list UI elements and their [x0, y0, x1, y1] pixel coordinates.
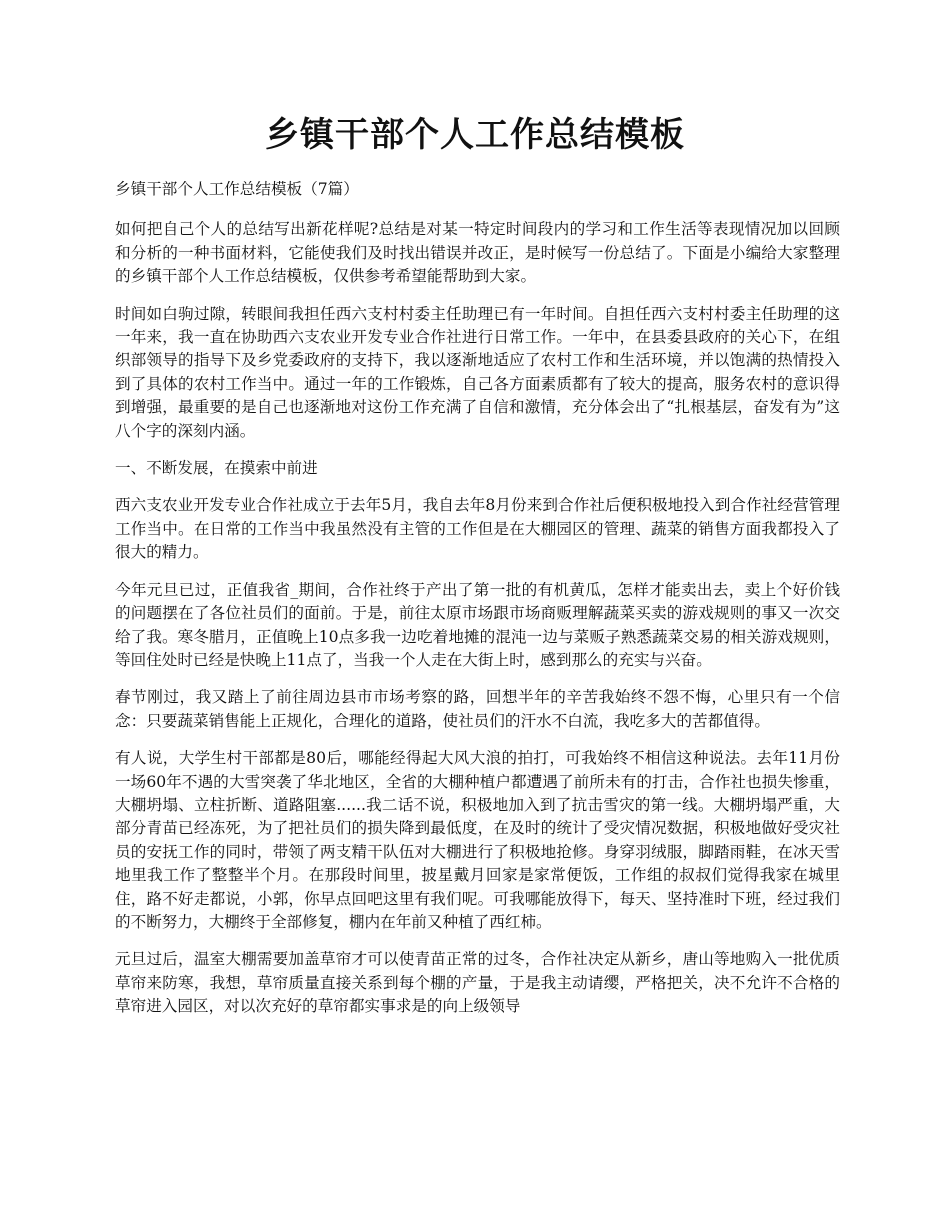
document-title: 乡镇干部个人工作总结模板	[265, 115, 685, 155]
paragraph-intro: 如何把自己个人的总结写出新花样呢?总结是对某一特定时间段内的学习和工作生活等表现情况加以回顾和分析的一种书面材料，它能使我们及时找出错误并改正，是时候写一份总结了。下面是小编给大家整理的乡镇干部个人工作总结模板，仅供参考希望能帮助到大家。	[115, 220, 840, 286]
paragraph-snowstorm: 有人说，大学生村干部都是80后，哪能经得起大风大浪的拍打，可我始终不相信这种说法。去年11月份一场60年不遇的大雪突袭了华北地区，全省的大棚种植户都遭遇了前所未有的打击，合作社也损失惨重，大棚坍塌、立柱折断、道路阻塞......我二话不说，积极地加入到了抗击雪灾的第一线。大棚坍塌严重，大部分青苗已经冻死，为了把社员们的损失降到最低度，在及时的统计了受灾情况数据，积极地做好受灾社员的安抚工作的同时，带领了两支精干队伍对大棚进行了积极地抢修。身穿羽绒服，脚踏雨鞋，在冰天雪地里我工作了整整半个月。在那段时间里，披星戴月回家是家常便饭，工作组的叔叔们觉得我家在城里住，路不好走都说，小郭，你早点回吧这里有我们呢。可我哪能放得下，每天、坚持准时下班，经过我们的不断努力，大棚终于全部修复，棚内在年前又种植了西红柿。	[115, 749, 840, 931]
paragraph-new-year: 今年元旦已过，正值我省_期间，合作社终于产出了第一批的有机黄瓜，怎样才能卖出去，卖上个好价钱的问题摆在了各位社员们的面前。于是，前往太原市场跟市场商贩理解蔬菜买卖的游戏规则的事又一次交给了我。寒冬腊月，正值晚上10点多我一边吃着地摊的混沌一边与菜贩子熟悉蔬菜交易的相关游戏规则，等回住处时已经是快晚上11点了，当我一个人走在大街上时，感到那么的充实与兴奋。	[115, 580, 840, 669]
paragraph-spring: 春节刚过，我又踏上了前往周边县市市场考察的路，回想半年的辛苦我始终不怨不悔，心里只有一个信念：只要蔬菜销售能上正规化，合理化的道路，使社员们的汗水不白流，我吃多大的苦都值得。	[115, 688, 840, 730]
paragraph-overview: 时间如白驹过隙，转眼间我担任西六支村村委主任助理已有一年时间。自担任西六支村村委主任助理的这一年来，我一直在协助西六支农业开发专业合作社进行日常工作。一年中，在县委县政府的关心下，在组织部领导的指导下及乡党委政府的支持下，我以逐渐地适应了农村工作和生活环境，并以饱满的热情投入到了具体的农村工作当中。通过一年的工作锻炼，自己各方面素质都有了较大的提高，服务农村的意识得到增强，最重要的是自己也逐渐地对这份工作充满了自信和激情，充分体会出了“扎根基层，奋发有为”这八个字的深刻内涵。	[115, 304, 840, 440]
document-body	[115, 178, 840, 1033]
paragraph-cooperative: 西六支农业开发专业合作社成立于去年5月，我自去年8月份来到合作社后便积极地投入到合作社经营管理工作当中。在日常的工作当中我虽然没有主管的工作但是在大棚园区的管理、蔬菜的销售方面我都投入了很大的精力。	[115, 496, 840, 562]
document-subtitle: 乡镇干部个人工作总结模板（7篇）	[115, 180, 359, 198]
paragraph-straw-curtain: 元旦过后，温室大棚需要加盖草帘才可以使青苗正常的过冬，合作社决定从新乡，唐山等地购入一批优质草帘来防寒，我想，草帘质量直接关系到每个棚的产量，于是我主动请缨，严格把关，决不允许不合格的草帘进入园区，对以次充好的草帘都实事求是的向上级领导	[115, 950, 840, 1016]
section-heading: 一、不断发展，在摸索中前进	[115, 459, 318, 478]
